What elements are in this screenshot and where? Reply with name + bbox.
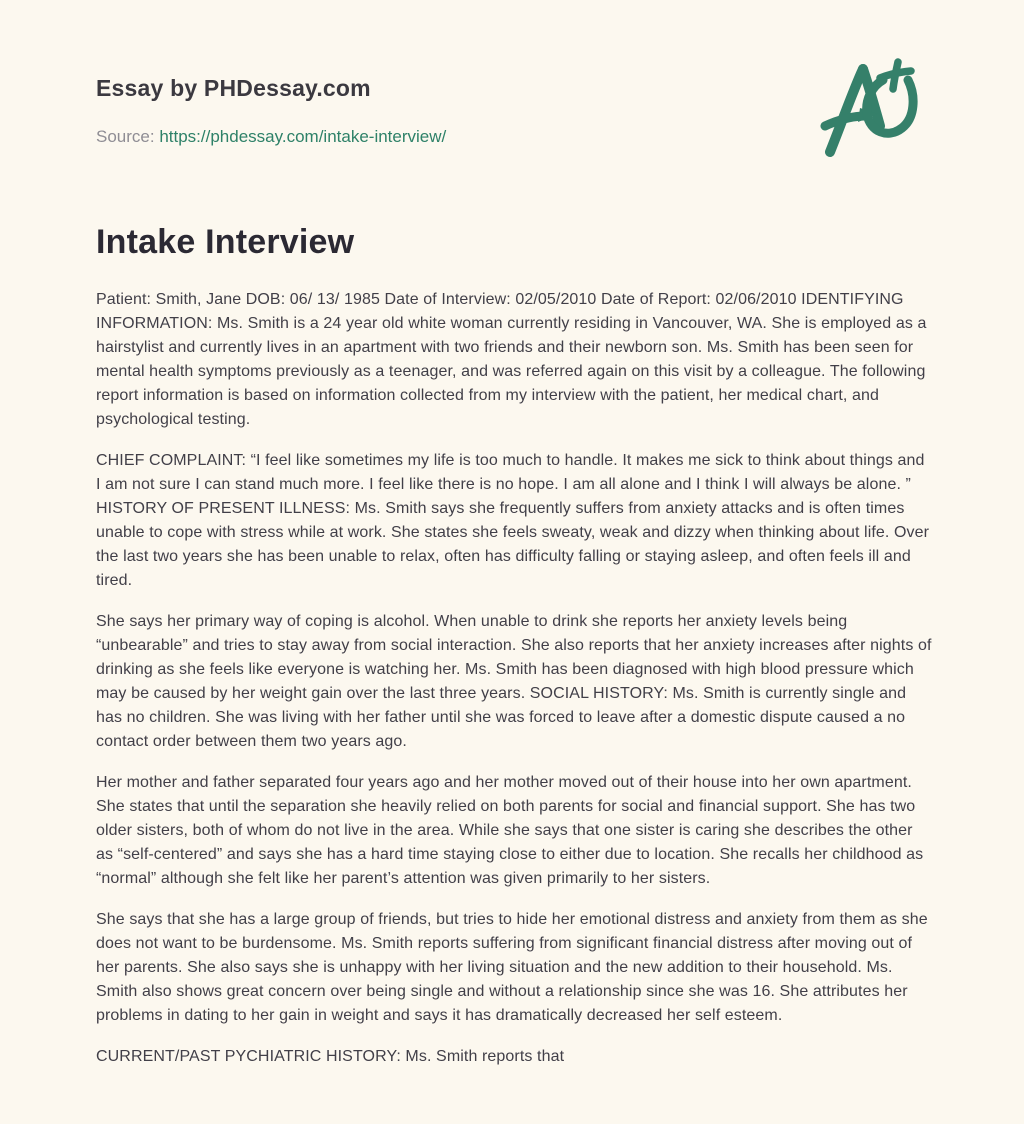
- site-header-title: Essay by PHDessay.com: [96, 75, 371, 101]
- essay-title: Intake Interview: [96, 223, 355, 261]
- phdessay-a-plus-logo: [820, 56, 932, 160]
- essay-body: [96, 288, 932, 1069]
- essay-paragraph: Patient: Smith, Jane DOB: 06/ 13/ 1985 Date of Interview: 02/05/2010 Date of Report: 02/06/2010 IDENTIFYING INFORMATION: Ms. Smith is a 24 year old white woman currently residing in Vancouver, WA. She is employed as a hairstylist and currently lives in an apartment with two friends and their newborn son. Ms. Smith has been seen for mental health symptoms previously as a teenager, and was referred again on this visit by a colleague. The following report information is based on information collected from my interview with the patient, her medical chart, and psychological testing.: [96, 291, 927, 428]
- essay-paragraph: CHIEF COMPLAINT: “I feel like sometimes my life is too much to handle. It makes me sick to think about things and I am not sure I can stand much more. I feel like there is no hope. I am all alone and I think I will always be alone. ” HISTORY OF PRESENT ILLNESS: Ms. Smith says she frequently suffers from anxiety attacks and is often times unable to cope with stress while at work. She states she feels sweaty, weak and dizzy when thinking about life. Over the last two years she has been unable to relax, often has difficulty falling or staying asleep, and often feels ill and tired.: [96, 452, 930, 589]
- source-url-link[interactable]: https://phdessay.com/intake-interview/: [159, 127, 447, 146]
- source-line: [96, 124, 932, 150]
- a-plus-icon: [820, 56, 932, 160]
- essay-paragraph: She says her primary way of coping is alcohol. When unable to drink she reports her anxiety levels being “unbearable” and tries to stay away from social interaction. She also reports that her anxiety increases after nights of drinking as she feels like everyone is watching her. Ms. Smith has been diagnosed with high blood pressure which may be caused by her weight gain over the last three years. SOCIAL HISTORY: Ms. Smith is currently single and has no children. She was living with her father until she was forced to leave after a domestic dispute caused a no contact order between them two years ago.: [96, 613, 932, 750]
- essay-paragraph: Her mother and father separated four years ago and her mother moved out of their house into her own apartment. She states that until the separation she heavily relied on both parents for social and financial support. She has two older sisters, both of whom do not live in the area. While she says that one sister is caring she describes the other as “self-centered” and says she has a hard time staying close to either due to location. She recalls her childhood as “normal” although she felt like her parent’s attention was given primarily to her sisters.: [96, 774, 924, 887]
- source-label: Source:: [96, 127, 155, 146]
- essay-paragraph: CURRENT/PAST PYCHIATRIC HISTORY: Ms. Smith reports that: [96, 1048, 565, 1065]
- essay-paragraph: She says that she has a large group of friends, but tries to hide her emotional distress and anxiety from them as she does not want to be burdensome. Ms. Smith reports suffering from significant financial distress after moving out of her parents. She also says she is unhappy with her living situation and the new addition to their household. Ms. Smith also shows great concern over being single and without a relationship since she was 16. She attributes her problems in dating to her gain in weight and says it has dramatically decreased her self esteem.: [96, 911, 928, 1024]
